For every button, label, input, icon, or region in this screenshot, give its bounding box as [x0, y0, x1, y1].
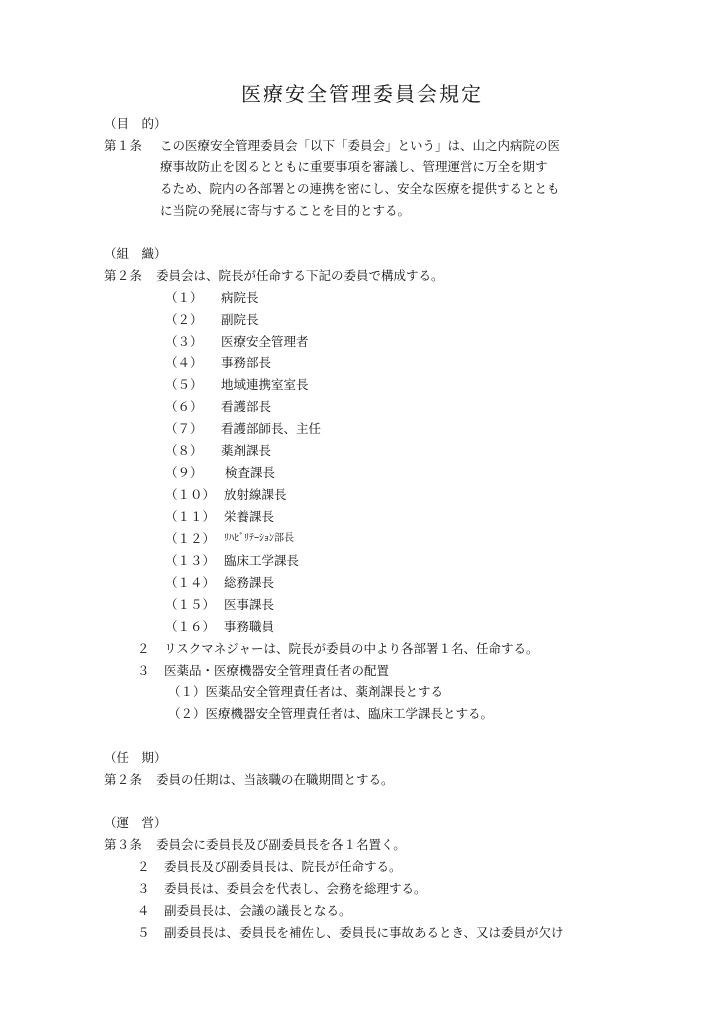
member-num: （１３） [165, 553, 216, 568]
member-num: （１） [165, 290, 203, 305]
purpose-line-4: に当院の発展に寄与することを目的とする。 [160, 203, 411, 218]
member-num: （８） [165, 443, 203, 458]
member-name: 事務部長 [221, 355, 272, 370]
member-num: （４） [165, 355, 203, 370]
paragraph-number: ３ [137, 881, 150, 896]
operation-text: 委員会に委員長及び副委員長を各１名置く。 [156, 837, 406, 852]
safety-manager-sub: （２）医療機器安全管理責任者は、臨床工学課長とする。 [168, 706, 494, 721]
member-name: 総務課長 [224, 575, 275, 590]
purpose-line-3: るため、院内の各部署との連携を密にし、安全な医療を提供するととも [160, 181, 560, 196]
member-name: 栄養課長 [224, 509, 275, 524]
purpose-line-2: 療事故防止を図るとともに重要事項を審議し、管理運営に万全を期す [160, 159, 548, 174]
paragraph-number: ２ [137, 641, 150, 656]
article-number-term: 第２条 [104, 772, 143, 787]
member-num: （５） [165, 377, 203, 392]
article-number-3: 第３条 [104, 837, 143, 852]
member-name: 医事課長 [224, 597, 275, 612]
member-num: （１６） [165, 619, 216, 634]
paragraph-number: ４ [137, 903, 150, 918]
member-num: （１２） [165, 531, 216, 546]
paragraph-number: ３ [137, 663, 150, 678]
member-num: （２） [165, 312, 203, 327]
member-name: 放射線課長 [224, 487, 287, 502]
section-heading-purpose: （目 的） [104, 116, 167, 131]
safety-manager-text: 医薬品・医療機器安全管理責任者の配置 [164, 663, 390, 678]
purpose-line-1: この医療安全管理委員会「以下「委員会」という」は、山之内病院の医 [160, 138, 561, 153]
operation-item: 副委員長は、会議の議長となる。 [164, 903, 352, 918]
safety-manager-sub: （１）医薬品安全管理責任者は、薬剤課長とする [168, 684, 444, 699]
member-name: 検査課長 [225, 465, 276, 480]
member-name: 事務職員 [224, 619, 275, 634]
operation-item: 委員長及び副委員長は、院長が任命する。 [164, 859, 402, 874]
operation-item: 委員長は、委員会を代表し、会務を総理する。 [164, 881, 427, 896]
paragraph-number: ２ [137, 859, 150, 874]
section-heading-organization: （組 織） [104, 246, 167, 261]
member-num: （１４） [165, 575, 216, 590]
organization-text: 委員会は、院長が任命する下記の委員で構成する。 [156, 268, 444, 283]
article-number-2: 第２条 [104, 268, 143, 283]
member-name: 薬剤課長 [221, 443, 272, 458]
operation-item: 副委員長は、委員長を補佐し、委員長に事故あるとき、又は委員が欠け [164, 925, 564, 940]
term-text: 委員の任期は、当該職の在職期間とする。 [156, 772, 394, 787]
member-num: （３） [165, 334, 203, 349]
document-title: 医療安全管理委員会規定 [241, 82, 483, 106]
member-num: （７） [165, 421, 203, 436]
member-num: （９） [165, 465, 203, 480]
section-heading-term: （任 期） [104, 750, 167, 765]
member-num: （１５） [165, 597, 216, 612]
member-name: 臨床工学課長 [224, 553, 300, 568]
risk-manager-text: リスクマネジャーは、院長が委員の中より各部署１名、任命する。 [164, 641, 539, 656]
section-heading-operation: （運 営） [104, 815, 167, 830]
member-name: 医療安全管理者 [221, 334, 309, 349]
member-name: 看護部長 [221, 399, 272, 414]
member-name: ﾘﾊﾋﾞﾘﾃｰｼｮﾝ部長 [224, 533, 294, 544]
member-num: （６） [165, 399, 203, 414]
member-name: 地域連携室室長 [221, 377, 309, 392]
member-name: 看護部師長、主任 [221, 421, 322, 436]
member-name: 副院長 [221, 312, 259, 327]
article-number-1: 第１条 [104, 138, 143, 153]
member-name: 病院長 [221, 290, 259, 305]
paragraph-number: ５ [137, 925, 150, 940]
member-num: （１１） [165, 509, 216, 524]
member-num: （１０） [165, 487, 216, 502]
